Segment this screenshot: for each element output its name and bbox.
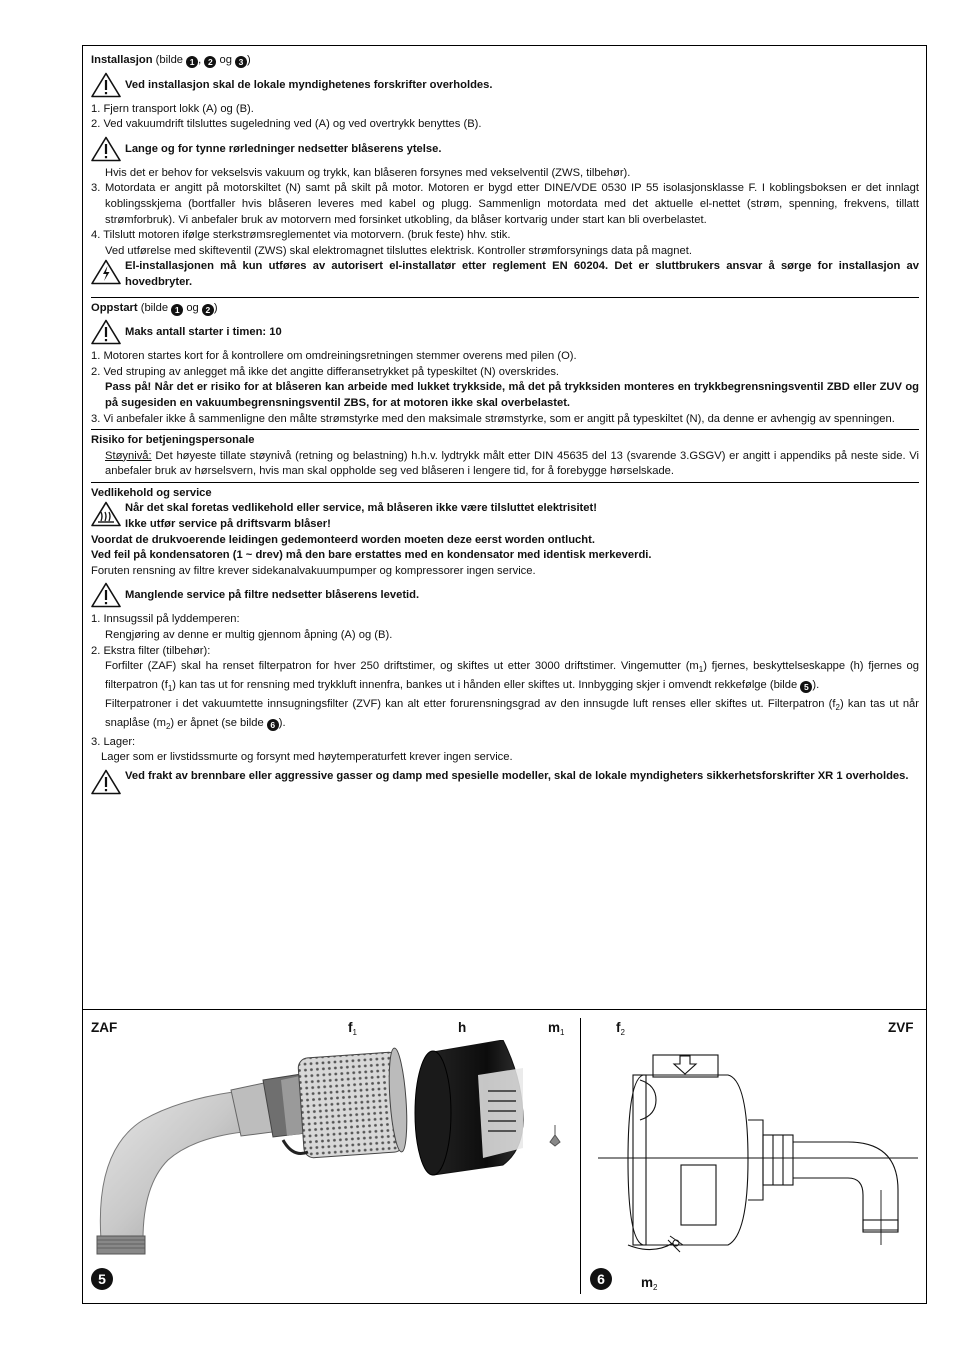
zaf-title: ZAF — [91, 1020, 118, 1035]
warning-block — [91, 582, 919, 608]
text-run: ) fjernes, beskyttelseskappe (h) fjernes og filterpatron (f — [105, 660, 919, 692]
figure-ref-1: 1 — [171, 304, 183, 316]
warning-triangle-icon — [91, 319, 121, 345]
warning-text: Manglende service på filtre nedsetter blåserens levetid. — [125, 589, 420, 602]
text-run: ) kan tas ut for rensning med trykkluft innenfra, bankes ut i hånden eller skiftes ut. Innbygging skjer i omvendt rekkefølge (bilde — [172, 679, 798, 692]
step: 2. Ekstra filter (tilbehør): — [91, 644, 211, 657]
warning-block — [91, 72, 919, 98]
warning-block — [91, 501, 919, 532]
step: 1. Innsugssil på lyddemperen: — [91, 613, 240, 626]
step: 3. Vi anbefaler ikke å sammenligne den målte strømstyrke med den maksimale strømstyrke, som er angitt på typeskiltet (N), da denne er avhengig av spenningen. — [91, 412, 895, 425]
step-detail: Lager som er livstidssmurte og forsynt med høytemperaturfett krever ingen service. — [101, 751, 513, 764]
warning-triangle-icon — [91, 769, 121, 795]
label-letter: m — [548, 1020, 561, 1035]
warning-text: Ikke utfør service på driftsvarm blåser! — [125, 518, 331, 531]
bold-notice: Ved feil på kondensatoren (1 ~ drev) må den bare erstattes med en kondensator med identisk merkeverdi. — [91, 549, 652, 562]
label-h: h — [458, 1020, 467, 1035]
subscript: 1 — [698, 665, 704, 675]
warning-triangle-icon — [91, 136, 121, 162]
subscript: 1 — [167, 684, 173, 694]
warning-text: Når det skal foretas vedlikehold eller service, må blåseren ikke være tilsluttet elektrisitet! — [125, 502, 597, 515]
step: 2. Ved struping av anlegget må ikke det angitte differansetrykket på typeskiltet (N) overskrides. — [91, 365, 560, 378]
label-letter: m — [641, 1275, 654, 1290]
electric-hazard-icon — [91, 259, 121, 285]
step: 4. Tilslutt motoren ifølge sterkstrømsreglementet via motorvern. (bruk feste) hhv. stik. — [91, 229, 511, 242]
step: 2. Ved vakuumdrift tilsluttes sugeledning ved (A) og ved overtrykk benyttes (B). — [91, 118, 482, 131]
label-sub: 2 — [620, 1028, 625, 1037]
text-run: Filterpatroner i det vakuumtette innsugningsfilter (ZVF) kan alt etter forurensningsgrad av den innsugde luft renses eller skiftes ut. Filterpatron (f — [105, 697, 836, 710]
warning-block — [91, 136, 919, 162]
warning-text: El-installasjonen må kun utføres av autorisert el-installatør etter reglement EN 60204. Det er sluttbrukers ansvar å sørge for installasjon av hovedbryter. — [125, 260, 919, 288]
heading-ref-post: ) — [247, 54, 251, 66]
ref-og: og — [186, 301, 199, 314]
label-m1 — [548, 1020, 564, 1041]
step: 3. Lager: — [91, 735, 136, 748]
subscript: 2 — [165, 721, 171, 731]
warning-text: Lange og for tynne rørledninger nedsetter blåserens ytelse. — [125, 142, 442, 155]
warning-block — [91, 769, 919, 793]
figure-number-6: 6 — [590, 1268, 612, 1290]
step-detail: Ved utførelse med skifteventil (ZWS) skal elektromagnet tilsluttes elektrisk. Kontroller strømforsynings data på magnet. — [105, 244, 692, 257]
subscript: 2 — [835, 703, 840, 713]
label-letter: f — [348, 1020, 353, 1035]
heading-ref-pre: (bilde — [155, 54, 184, 66]
heading-title: Oppstart — [91, 301, 138, 314]
noise-text: Det høyeste tillate støynivå (retning og belastning) h.h.v. lydtrykk målt etter DIN 45635 del 13 (svarende 3.GSGV) er angitt i appendiks på neste side. Vi anbefaler bruk av hørselsvern, hvis man skal oppholde seg ved blåseren i lengere tid, for å forebygge hørselskade. — [105, 449, 919, 478]
figure-ref-1: 1 — [186, 56, 198, 68]
warning-block — [91, 319, 919, 345]
section-heading — [91, 53, 919, 69]
section-vedlikehold — [91, 486, 919, 799]
step: 1. Fjern transport lokk (A) og (B). — [91, 102, 254, 115]
text-run: ) er åpnet (se bilde — [170, 716, 264, 729]
warning-triangle-icon — [91, 582, 121, 608]
hot-surface-hazard-icon — [91, 501, 121, 527]
text-run: Forfilter (ZAF) skal ha renset filterpatron for hver 250 driftstimer, og skiftes ut etter 3000 driftstimer. Vingemutter (m — [105, 660, 699, 673]
ref-sep: , — [198, 54, 202, 66]
zvf-title: ZVF — [888, 1020, 914, 1035]
figure-number-5: 5 — [91, 1268, 113, 1290]
text-run: ). — [812, 679, 820, 692]
step-detail — [91, 659, 919, 697]
step: 3. Motordata er angitt på motorskiltet (N) samt på skilt på motor. Motoren er bygd etter DINE/VDE 0530 IP 55 isolasjonsklasse F. I koblingsboksen er det innlagt koblingsskjema (bortfaller hvis blåseren leveres med kabel og plugg. Sammenlign motordata med det aktuelle el-nettet (strøm, spenning, frekvens, tillatt strømforbruk). Vi anbefaler bruk av motorvern med forsinket utkobling, da blåser kortvarig under start kan bli overbelastet. — [91, 182, 919, 226]
warning-triangle-icon — [91, 72, 121, 98]
section-oppstart — [91, 301, 919, 431]
label-f1 — [348, 1020, 357, 1041]
text-run: ). — [278, 716, 286, 729]
section-heading — [91, 301, 919, 317]
label-f2 — [616, 1020, 625, 1041]
figure-ref-2: 2 — [202, 304, 214, 316]
section-heading: Vedlikehold og service — [91, 486, 212, 499]
text-run: ) kan tas ut når snaplåse (m — [105, 697, 919, 729]
figure-ref-5: 5 — [800, 681, 812, 693]
warning-block — [91, 259, 919, 290]
label-letter: f — [616, 1020, 621, 1035]
figure-divider — [580, 1018, 581, 1294]
warning-text: Maks antall starter i timen: 10 — [125, 326, 282, 339]
label-m2 — [641, 1275, 657, 1296]
noise-label: Støynivå: — [105, 449, 152, 462]
zvf-filter-schematic — [598, 1040, 918, 1275]
label-sub: 2 — [653, 1283, 658, 1292]
note: Hvis det er behov for vekselsvis vakuum og trykk, kan blåseren forsynes med vekselventil (ZWS, tilbehør). — [105, 166, 631, 179]
figure-panel — [83, 1009, 926, 1303]
heading-ref-post: ) — [213, 301, 218, 314]
note: Foruten rensning av filtre krever sidekanalvakuumpumper og kompressorer ingen service. — [91, 564, 536, 577]
zaf-filter-illustration — [83, 1040, 578, 1270]
label-sub: 1 — [560, 1028, 565, 1037]
step-warning: Pass på! Når det er risiko for at blåseren kan arbeide med lukket trykkside, må det på trykksiden monteres en trykkbegrensningsventil ZBD eller ZUV og på sugesiden en vakuumbegrensningsventil ZBS, for at motoren ikke skal overbelastet. — [105, 381, 919, 409]
heading-title: Installasjon — [91, 54, 153, 66]
section-installasjon — [91, 53, 919, 298]
ref-og: og — [219, 54, 232, 66]
heading-ref-pre: (bilde — [140, 301, 169, 314]
warning-text: Ved frakt av brennbare eller aggressive gasser og damp med spesielle modeller, skal de lokale myndigheters sikkerhetsforskrifter XR 1 overholdes. — [125, 769, 909, 782]
figure-ref-6: 6 — [267, 719, 279, 731]
step: 1. Motoren startes kort for å kontrollere om omdreiningsretningen stemmer overens med pilen (O). — [91, 350, 577, 363]
step-detail: Rengjøring av denne er multig gjennom åpning (A) og (B). — [105, 629, 393, 642]
label-sub: 1 — [352, 1028, 357, 1037]
page-frame — [82, 45, 927, 1304]
bold-notice: Voordat de drukvoerende leidingen gedemonteerd worden moeten deze eerst worden ontlucht. — [91, 533, 595, 546]
figure-ref-3: 3 — [235, 56, 247, 68]
text-body — [91, 53, 919, 802]
warning-text: Ved installasjon skal de lokale myndighetenes forskrifter overholdes. — [125, 78, 493, 91]
noise-paragraph — [91, 449, 919, 480]
section-risiko — [91, 433, 919, 483]
step-detail — [91, 697, 919, 735]
section-heading: Risiko for betjeningspersonale — [91, 434, 255, 447]
figure-ref-2: 2 — [204, 56, 216, 68]
